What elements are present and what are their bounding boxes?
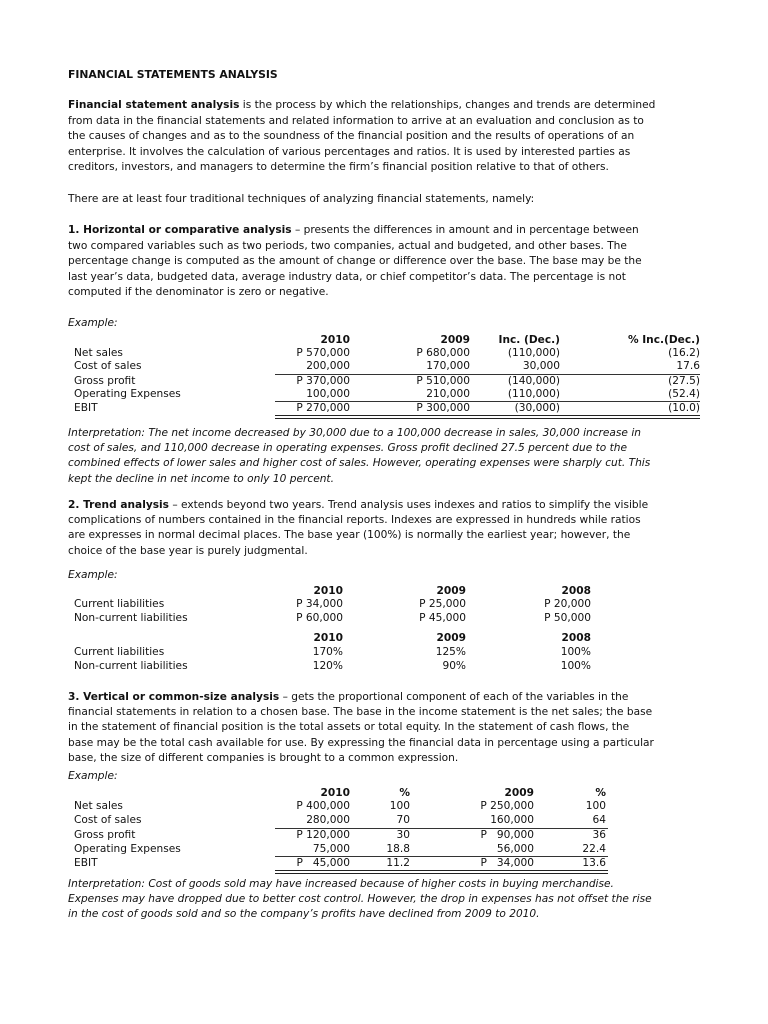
intro-line: from data in the financial statements and related information to arrive at an evaluation and conclusion as to xyxy=(68,114,644,127)
table-header-row: 2010 2009 2008 xyxy=(313,585,591,597)
total-double-rule xyxy=(275,870,608,874)
total-double-rule xyxy=(275,415,700,419)
vertical-heading: 3. Vertical or common-size analysis xyxy=(68,691,280,703)
trend-analysis-paragraph: 2. Trend analysis – extends beyond two years. Trend analysis uses indexes and ratios to simplify the visible complications of numbers contained in the financial reports. Indexes are expressed in hundreds while ratios are expresses in normal decimal places. The base year (100%) is normally the earliest year; however, the choice of the base year is purely judgmental. xyxy=(68,499,649,557)
table-row: Gross profit P 370,000 P 510,000 (140,000) (27.5) xyxy=(74,375,700,387)
trend-heading: 2. Trend analysis xyxy=(68,499,169,511)
intro-paragraph xyxy=(68,98,708,176)
intro-line: the causes of changes and as to the soundness of the financial position and the results of operations of an xyxy=(68,130,635,143)
intro-term: Financial statement analysis xyxy=(68,99,240,111)
table-row: EBIT P 45,000 11.2 P 34,000 13.6 xyxy=(74,857,606,869)
techniques-intro: There are at least four traditional techniques of analyzing financial statements, namely: xyxy=(68,193,535,205)
example-label: Example: xyxy=(68,770,118,782)
table-row: Net sales P 400,000 100 P 250,000 100 xyxy=(74,800,606,812)
vertical-interpretation: Interpretation: Cost of goods sold may have increased because of higher costs in buying merchandise. Expenses may have dropped due to better cost control. However, the drop in expenses has not offset the rise in the cost of goods sold and so the company’s profits have declined from 2009 to 2010. xyxy=(68,878,652,921)
intro-line: creditors, investors, and managers to determine the firm’s financial position relative to that of others. xyxy=(68,161,609,174)
table-header-row: 2010 2009 Inc. (Dec.) % Inc.(Dec.) xyxy=(320,334,700,346)
horizontal-heading: 1. Horizontal or comparative analysis xyxy=(68,224,292,236)
table-row: Operating Expenses 100,000 210,000 (110,000) (52.4) xyxy=(74,388,700,400)
table-row: Operating Expenses 75,000 18.8 56,000 22.4 xyxy=(74,843,606,855)
intro-line: enterprise. It involves the calculation of various percentages and ratios. It is used by interested parties as xyxy=(68,145,631,158)
example-label: Example: xyxy=(68,317,118,329)
table-row: Current liabilities 170% 125% 100% xyxy=(74,646,591,658)
table-row: EBIT P 270,000 P 300,000 (30,000) (10.0) xyxy=(74,402,700,414)
table-row: Non-current liabilities P 60,000 P 45,000 P 50,000 xyxy=(74,612,591,624)
table-row: Gross profit P 120,000 30 P 90,000 36 xyxy=(74,829,606,841)
page-title: FINANCIAL STATEMENTS ANALYSIS xyxy=(68,68,278,81)
intro-line: Financial statement analysis is the process by which the relationships, changes and trends are determined xyxy=(68,99,656,111)
table-row: Non-current liabilities 120% 90% 100% xyxy=(74,660,591,672)
horizontal-interpretation: Interpretation: The net income decreased by 30,000 due to a 100,000 decrease in sales, 30,000 increase in cost of sales, and 110,000 decrease in operating expenses. Gross profit declined 27.5 percent due to the combined effects of lower sales and higher cost of sales. However, operating expenses were sharply cut. This kept the decline in net income to only 10 percent. xyxy=(68,427,651,485)
table-header-row: 2010 % 2009 % xyxy=(320,787,606,799)
horizontal-analysis-paragraph: 1. Horizontal or comparative analysis – presents the differences in amount and in percentage between two compared variables such as two periods, two companies, actual and budgeted, and other bases. The percentage change is computed as the amount of change or difference over the base. The base may be the last year’s data, budgeted data, average industry data, or chief competitor’s data. The percentage is not computed if the denominator is zero or negative. xyxy=(68,224,642,299)
table-row: Net sales P 570,000 P 680,000 (110,000) (16.2) xyxy=(74,347,700,359)
table-row: Current liabilities P 34,000 P 25,000 P 20,000 xyxy=(74,598,591,610)
example-label: Example: xyxy=(68,569,118,581)
table-row: Cost of sales 280,000 70 160,000 64 xyxy=(74,814,606,826)
table-row: Cost of sales 200,000 170,000 30,000 17.6 xyxy=(74,360,700,372)
vertical-analysis-paragraph: 3. Vertical or common-size analysis – gets the proportional component of each of the variables in the financial statements in relation to a chosen base. The base in the income statement is the net sales; the base in the statement of financial position is the total assets or total equity. In the statement of cash flows, the base may be the total cash available for use. By expressing the financial data in percentage using a particular base, the size of different companies is brought to a common expression. xyxy=(68,691,654,764)
table-header-row: 2010 2009 2008 xyxy=(313,632,591,644)
